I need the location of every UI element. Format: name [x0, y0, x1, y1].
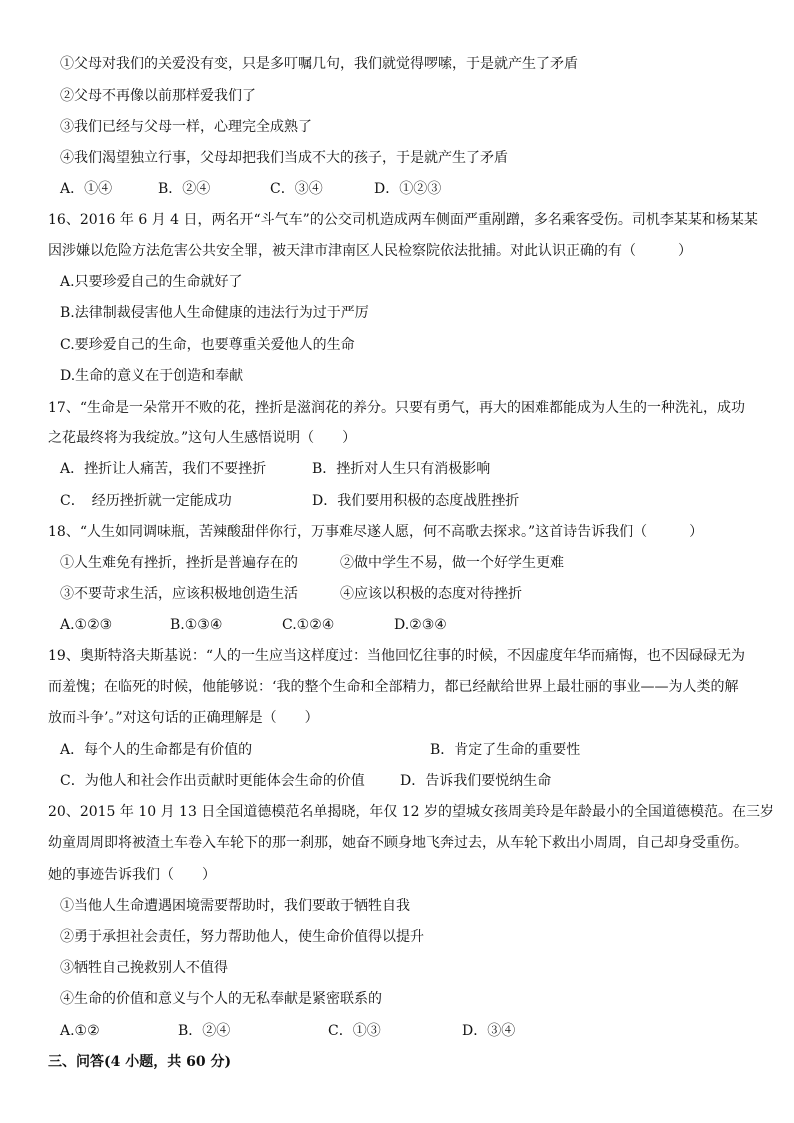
q20-stem-line-3: 她的事迹告诉我们（ ） [48, 867, 216, 883]
q19-stem-line-3: 放而斗争’。”对这句话的正确理解是（ ） [48, 710, 319, 726]
q17-stem-line-1: 17、“生命是一朵常开不败的花，挫折是滋润花的养分。只要有勇气，再大的困难都能成为人生的一种洗礼，成功 [48, 400, 745, 416]
q16-option-c[interactable]: C.要珍爱自己的生命，也要尊重关爱他人的生命 [60, 337, 355, 353]
q17-option-b[interactable]: B．挫折对人生只有消极影响 [312, 461, 491, 477]
q17-option-a[interactable]: A．挫折让人痛苦，我们不要挫折 [60, 461, 267, 477]
q20-statement-3: ③牺牲自己挽救别人不值得 [60, 960, 228, 976]
q20-options [60, 1021, 760, 1041]
q18-option-b[interactable]: B.①③④ [170, 617, 223, 633]
q15-option-d[interactable]: D．①②③ [374, 181, 442, 197]
q15-options [60, 179, 760, 199]
q17-options-row-2 [60, 491, 760, 511]
q16-stem-line-1: 16、2016 年 6 月 4 日，两名开“斗气车”的公交司机造成两车侧面严重剐蹭，多名乘客受伤。司机李某某和杨某某 [48, 212, 758, 228]
q20-option-b[interactable]: B．②④ [178, 1023, 231, 1039]
q18-statements-row-1 [60, 553, 760, 573]
q18-statement-1: ①人生难免有挫折，挫折是普遍存在的 [60, 555, 298, 571]
q19-option-b[interactable]: B．肯定了生命的重要性 [430, 742, 581, 758]
q20-option-a[interactable]: A.①② [60, 1023, 100, 1039]
q18-options [60, 615, 760, 635]
q20-option-d[interactable]: D．③④ [462, 1023, 516, 1039]
q18-option-d[interactable]: D.②③④ [394, 617, 447, 633]
q20-option-c[interactable]: C．①③ [328, 1023, 381, 1039]
q20-statement-4: ④生命的价值和意义与个人的无私奉献是紧密联系的 [60, 991, 382, 1007]
q16-option-a[interactable]: A.只要珍爱自己的生命就好了 [60, 274, 243, 290]
q15-statement-1: ①父母对我们的关爱没有变，只是多叮嘱几句，我们就觉得啰嗦，于是就产生了矛盾 [60, 56, 578, 72]
q15-statement-2: ②父母不再像以前那样爱我们了 [60, 88, 256, 104]
q18-statement-4: ④应该以积极的态度对待挫折 [340, 586, 522, 602]
q18-option-c[interactable]: C.①②④ [282, 617, 335, 633]
q19-option-d[interactable]: D．告诉我们要悦纳生命 [400, 773, 552, 789]
q15-option-b[interactable]: B．②④ [158, 181, 211, 197]
q19-option-c[interactable]: C．为他人和社会作出贡献时更能体会生命的价值 [60, 773, 365, 789]
q16-stem-line-2: 因涉嫌以危险方法危害公共安全罪，被天津市津南区人民检察院依法批捕。对此认识正确的有（ ） [48, 243, 692, 259]
q20-stem-line-1: 20、2015 年 10 月 13 日全国道德模范名单揭晓，年仅 12 岁的望城女孩周美玲是年龄最小的全国道德模范。在三岁 [48, 804, 775, 820]
q17-option-c[interactable]: C． 经历挫折就一定能成功 [60, 493, 232, 509]
q20-stem-line-2: 幼童周周即将被渣土车卷入车轮下的那一刹那，她奋不顾身地飞奔过去，从车轮下救出小周周，自己却身受重伤。 [48, 835, 748, 851]
q18-statement-2: ②做中学生不易，做一个好学生更难 [340, 555, 564, 571]
section-3-heading: 三、问答(4 小题，共 60 分) [48, 1054, 232, 1070]
q16-option-b[interactable]: B.法律制裁侵害他人生命健康的违法行为过于严厉 [60, 305, 369, 321]
q17-options-row-1 [60, 459, 760, 479]
q18-stem: 18、“人生如同调味瓶，苦辣酸甜伴你行，万事难尽遂人愿，何不高歌去探求。”这首诗告诉我们（ ） [48, 524, 704, 540]
q15-option-a[interactable]: A．①④ [60, 181, 113, 197]
q19-options-row-2 [60, 771, 760, 791]
q16-option-d[interactable]: D.生命的意义在于创造和奉献 [60, 368, 244, 384]
q15-statement-3: ③我们已经与父母一样，心理完全成熟了 [60, 119, 312, 135]
q18-statements-row-2 [60, 584, 760, 604]
q18-statement-3: ③不要苛求生活，应该积极地创造生活 [60, 586, 298, 602]
q19-options-row-1 [60, 740, 760, 760]
q20-statement-1: ①当他人生命遭遇困境需要帮助时，我们要敢于牺牲自我 [60, 898, 410, 914]
q17-stem-line-2: 之花最终将为我绽放。”这句人生感悟说明（ ） [48, 430, 357, 446]
q18-option-a[interactable]: A.①②③ [60, 617, 113, 633]
q19-stem-line-1: 19、奥斯特洛夫斯基说：“人的一生应当这样度过：当他回忆往事的时候，不因虚度年华而痛悔，也不因碌碌无为 [48, 648, 745, 664]
q20-statement-2: ②勇于承担社会责任，努力帮助他人，使生命价值得以提升 [60, 929, 424, 945]
q17-option-d[interactable]: D．我们要用积极的态度战胜挫折 [312, 493, 520, 509]
q19-stem-line-2: 而羞愧；在临死的时候，他能够说：‘我的整个生命和全部精力，都已经献给世界上最壮丽的事业——为人类的解 [48, 679, 739, 695]
q15-option-c[interactable]: C．③④ [270, 181, 323, 197]
q15-statement-4: ④我们渴望独立行事，父母却把我们当成不大的孩子，于是就产生了矛盾 [60, 150, 508, 166]
q19-option-a[interactable]: A．每个人的生命都是有价值的 [60, 742, 253, 758]
